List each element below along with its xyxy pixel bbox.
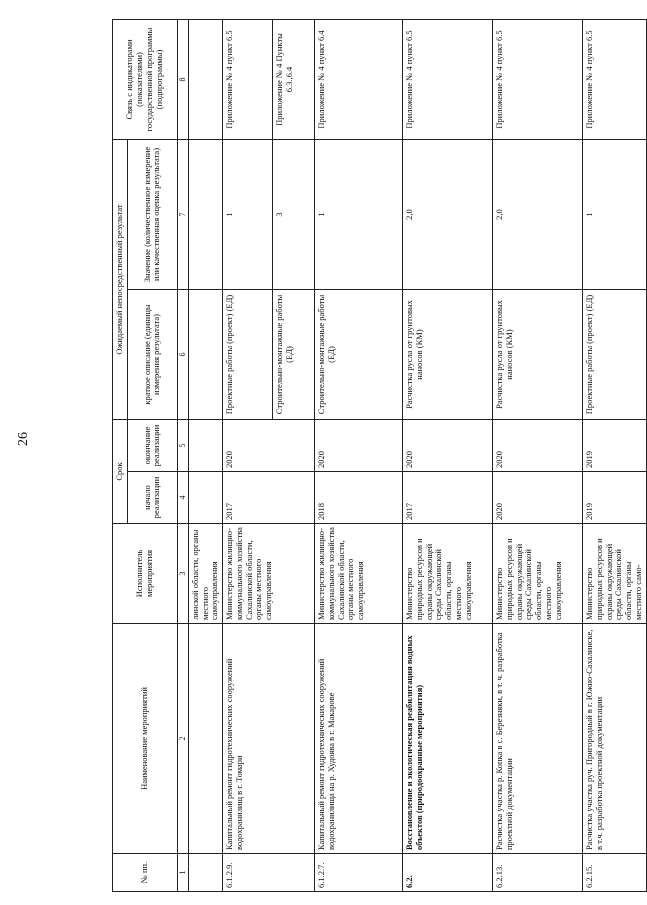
header-value: Значение (количественное измерение или качественная оценка результата) [127,140,177,290]
header-num: № пп. [113,854,178,892]
col-number: 4 [177,472,188,524]
row-result-value: 1 [583,140,647,290]
row-result-desc: Строительно-монтажные работы (ЕД) [273,290,315,420]
header-link: Связь с индикаторами (показателями) государственной программы (подпрограммы) [113,20,178,140]
row-result-link: Приложение № 4 пункт 6.5 [493,20,583,140]
row-result-desc: Проектные работы (проект) (ЕД) [583,290,647,420]
row-name: Расчистка участка руч. Пригородный в г. Южно-Сахалинске, в т.ч. разработка проектной документации [583,624,647,854]
row-result-value: 3 [273,140,315,290]
table-row [315,20,403,892]
header-end: окончание реализации [127,420,177,472]
row-executor: Министерство жилищно-коммунального хозяйства Сахалинской области, органы местного самоуправления [223,524,315,624]
table-container [112,20,643,892]
row-result-value: 1 [315,140,403,290]
table-row [223,20,273,892]
row-result-link: Приложение № 4 пункт 6.5 [223,20,273,140]
col-number: 8 [177,20,188,140]
row-executor: Министерство природных ресурсов и охраны окружающей среды Сахалинской области, органы местного самоуправления [403,524,493,624]
row-result-link: Приложение № 4 пункт 6.4 [315,20,403,140]
row-result-desc: Проектные работы (проект) (ЕД) [223,290,273,420]
row-num: 6.2. [403,854,493,892]
column-numbers-row [177,20,188,892]
row-end: 2020 [403,420,493,472]
header-executor: Исполнитель мероприятия [113,524,178,624]
row-start: 2017 [223,472,315,524]
row-result-desc: Расчистка русла от грунтовых наносов (КМ) [403,290,493,420]
row-end: 2020 [493,420,583,472]
header-term: Срок [113,420,128,524]
row-start: 2020 [493,472,583,524]
row-start: 2017 [403,472,493,524]
header-desc: краткое описание (единицы измерения результата) [127,290,177,420]
col-number: 5 [177,420,188,472]
row-start: 2018 [315,472,403,524]
col-number: 3 [177,524,188,624]
row-start: 2019 [583,472,647,524]
header-start: начало реализации [127,472,177,524]
row-name: Расчистка участка р. Копка в с. Березняки, в т. ч. разработка проектной документации [493,624,583,854]
row-result-value: 2,0 [403,140,493,290]
row-end: 2020 [315,420,403,472]
carry-executor: линской области, органы местного самоуправления [188,524,222,624]
row-end: 2019 [583,420,647,472]
row-executor: Министерство жилищно-коммунального хозяйства Сахалинской области, органы местного самоуправления [315,524,403,624]
header-name: Наименование мероприятий [113,624,178,854]
row-num: 6.1.2.7. [315,854,403,892]
row-result-value: 1 [223,140,273,290]
table-row [583,20,647,892]
header-result: Ожидаемый непосредственный результат [113,140,128,420]
row-result-desc: Расчистка русла от грунтовых наносов (КМ) [493,290,583,420]
row-name: Капитальный ремонт гидротехнических сооружений водохранилища на р. Худоява в г. Макарове [315,624,403,854]
col-number: 1 [177,854,188,892]
row-executor: Министерство природных ресурсов и охраны окружающей среды Сахалинской области, органы местного самоуправления [493,524,583,624]
row-executor: Министерство природных ресурсов и охраны окружающей среды Сахалинской области, органы местного само- [583,524,647,624]
row-end: 2020 [223,420,315,472]
col-number: 6 [177,290,188,420]
measures-table [112,19,647,892]
col-number: 7 [177,140,188,290]
row-num: 6.2.13. [493,854,583,892]
table-row [493,20,583,892]
table-row [403,20,493,892]
row-result-desc: Строительно-монтажные работы (ЕД) [315,290,403,420]
carry-over-row [188,20,222,892]
row-num: 6.2.15. [583,854,647,892]
row-result-link: Приложение № 4 Пункты 6.3.,6.4 [273,20,315,140]
row-result-link: Приложение № 4 пункт 6.5 [403,20,493,140]
page-number: 26 [16,432,31,446]
col-number: 2 [177,624,188,854]
row-result-value: 2,0 [493,140,583,290]
row-name: Восстановление и экологическая реабилитация водных объектов (природоохранные мероприятия) [403,624,493,854]
row-num: 6.1.2.9. [223,854,315,892]
row-name: Капитальный ремонт гидротехнических сооружений водохранилищ в г. Томари [223,624,315,854]
row-result-link: Приложение № 4 пункт 6.5 [583,20,647,140]
